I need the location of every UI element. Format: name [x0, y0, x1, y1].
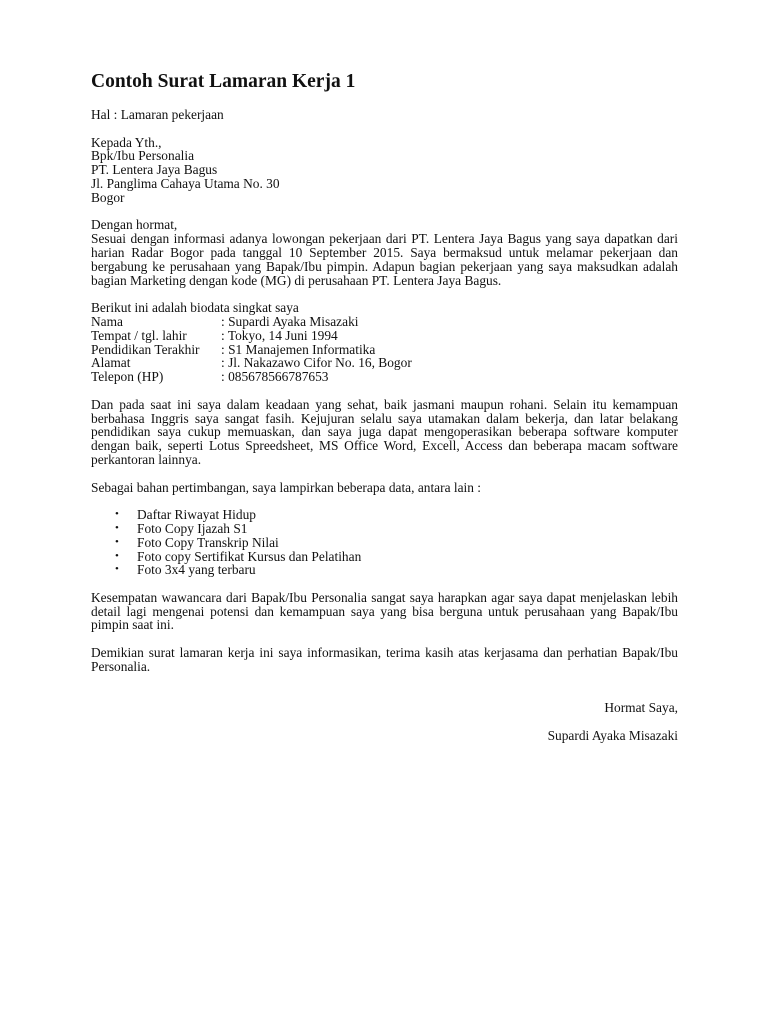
biodata-row	[91, 329, 678, 343]
document-title: Contoh Surat Lamaran Kerja 1	[91, 71, 356, 92]
biodata-value: : S1 Manajemen Informatika	[221, 341, 376, 357]
biodata-label: Nama	[91, 313, 123, 329]
attachment-item: • Foto Copy Transkrip Nilai	[91, 536, 678, 550]
recipient-line: Kepada Yth.,	[91, 134, 162, 150]
biodata-value: : Tokyo, 14 Juni 1994	[221, 327, 338, 343]
biodata-intro: Berikut ini adalah biodata singkat saya	[91, 300, 299, 316]
biodata-value: : 085678566787653	[221, 369, 329, 385]
attachment-item: • Foto Copy Ijazah S1	[91, 522, 678, 536]
paragraph-closing: Demikian surat lamaran kerja ini saya informasikan, terima kasih atas kerjasama dan perhatian Bapak/Ibu Personalia.	[91, 645, 678, 674]
biodata-label: Tempat / tgl. lahir	[91, 327, 187, 343]
biodata-label: Alamat	[91, 355, 131, 371]
biodata-row	[91, 370, 678, 384]
biodata-label: Telepon (HP)	[91, 369, 164, 385]
recipient-line: Bogor	[91, 189, 125, 205]
attachments-intro: Sebagai bahan pertimbangan, saya lampirkan beberapa data, antara lain :	[91, 479, 482, 495]
recipient-block	[91, 136, 678, 205]
biodata-value: : Supardi Ayaka Misazaki	[221, 313, 359, 329]
recipient-line: Bpk/Ibu Personalia	[91, 148, 195, 164]
signature-name: Supardi Ayaka Misazaki	[547, 727, 678, 743]
recipient-line: PT. Lentera Jaya Bagus	[91, 162, 218, 178]
paragraph-interview: Kesempatan wawancara dari Bapak/Ibu Personalia sangat saya harapkan agar saya dapat menjelaskan lebih detail lagi mengenai potensi dan kemampuan saya yang bisa berguna untuk perusahaan yang Bapak/Ibu pimpin saat ini.	[91, 589, 678, 633]
closing-salutation: Hormat Saya,	[604, 700, 678, 716]
attachments-list	[91, 508, 678, 577]
subject-line: Hal : Lamaran pekerjaan	[91, 107, 224, 122]
biodata-row	[91, 315, 678, 329]
letter-document	[91, 70, 678, 743]
attachment-item: • Daftar Riwayat Hidup	[91, 508, 678, 522]
biodata-value: : Jl. Nakazawo Cifor No. 16, Bogor	[221, 355, 412, 371]
biodata-row	[91, 343, 678, 357]
paragraph-intro: Sesuai dengan informasi adanya lowongan pekerjaan dari PT. Lentera Jaya Bagus yang saya dapatkan dari harian Radar Bogor pada tanggal 10 September 2015. Saya bermaksud untuk melamar pekerjaan dan bergabung ke perusahaan yang Bapak/Ibu pimpin. Adapun bagian pekerjaan yang saya maksudkan adalah bagian Marketing dengan kode (MG) di perusahaan PT. Lentera Jaya Bagus.	[91, 231, 678, 288]
recipient-line: Jl. Panglima Cahaya Utama No. 30	[91, 175, 280, 191]
paragraph-skills: Dan pada saat ini saya dalam keadaan yang sehat, baik jasmani maupun rohani. Selain itu kemampuan berbahasa Inggris saya sangat fasih. Kejujuran selalu saya utamakan dalam bekerja, dan latar belakang pendidikan saya cukup memuaskan, dan saya juga dapat mengoperasikan beberapa software komputer dengan baik, seperti Lotus Spreedsheet, MS Office Word, Excell, Access dan beberapa macam software perkantoran lainnya.	[91, 396, 678, 467]
attachment-item: • Foto 3x4 yang terbaru	[91, 563, 678, 577]
greeting: Dengan hormat,	[91, 217, 178, 233]
attachment-item: • Foto copy Sertifikat Kursus dan Pelatihan	[91, 550, 678, 564]
biodata-label: Pendidikan Terakhir	[91, 341, 200, 357]
biodata-row	[91, 356, 678, 370]
biodata-block	[91, 301, 678, 384]
